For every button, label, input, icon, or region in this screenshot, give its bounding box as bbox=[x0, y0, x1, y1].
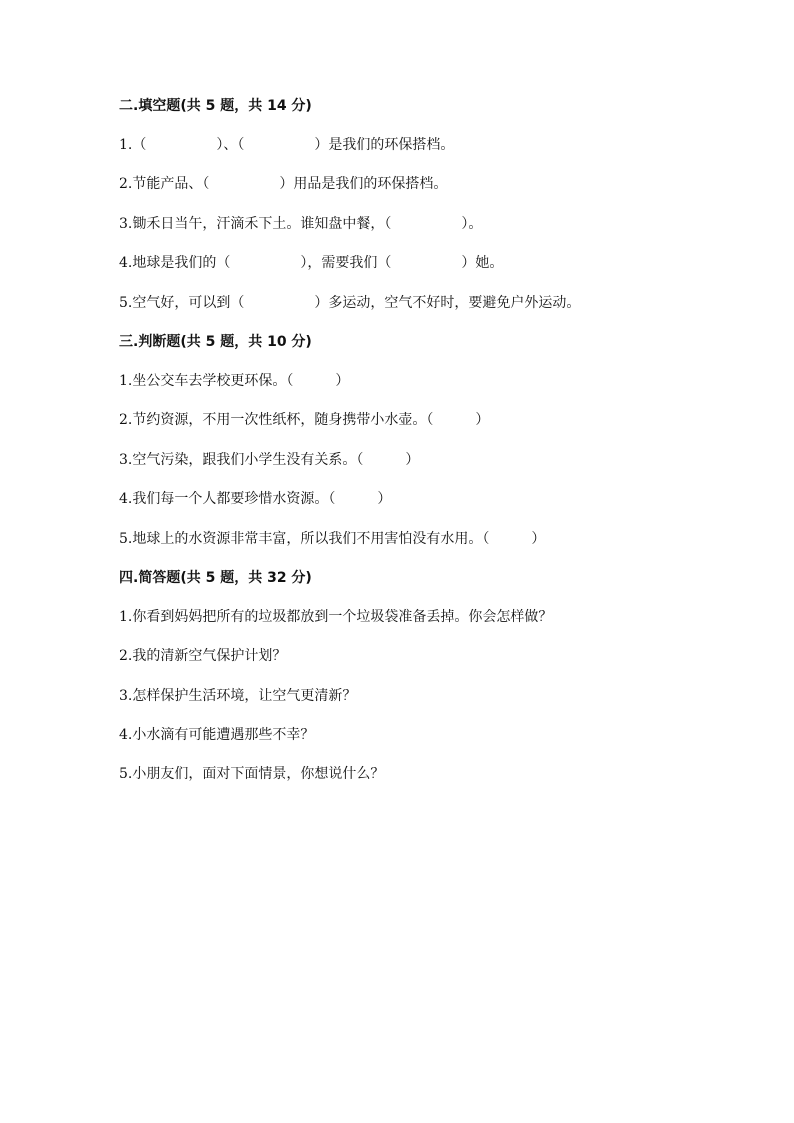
short-answer-question-3: 3.怎样保护生活环境，让空气更清新？ bbox=[119, 687, 357, 704]
fill-blank-question-5: 5.空气好，可以到（ ）多运动，空气不好时，要避免户外运动。 bbox=[119, 294, 581, 311]
true-false-question-4: 4.我们每一个人都要珍惜水资源。（ ） bbox=[119, 491, 392, 508]
true-false-question-1: 1.坐公交车去学校更环保。（ ） bbox=[119, 372, 350, 389]
true-false-question-3: 3.空气污染，跟我们小学生没有关系。（ ） bbox=[119, 451, 420, 468]
short-answer-question-4: 4.小水滴有可能遭遇那些不幸？ bbox=[119, 727, 315, 744]
section-title-short-answer: 四.简答题(共 5 题，共 32 分) bbox=[119, 569, 312, 586]
section-title-true-false: 三.判断题(共 5 题，共 10 分) bbox=[119, 333, 312, 350]
true-false-question-5: 5.地球上的水资源非常丰富，所以我们不用害怕没有水用。（ ） bbox=[119, 530, 546, 547]
short-answer-question-2: 2.我的清新空气保护计划？ bbox=[119, 648, 287, 665]
exam-page bbox=[119, 96, 679, 804]
section-title-fill-blank: 二.填空题(共 5 题，共 14 分) bbox=[119, 98, 312, 114]
true-false-question-2: 2.节约资源，不用一次性纸杯，随身携带小水壶。（ ） bbox=[119, 412, 490, 429]
short-answer-question-5: 5.小朋友们，面对下面情景，你想说什么？ bbox=[119, 766, 385, 783]
fill-blank-question-3: 3.锄禾日当午，汗滴禾下土。谁知盘中餐，（ ）。 bbox=[119, 215, 483, 232]
fill-blank-question-2: 2.节能产品、（ ）用品是我们的环保搭档。 bbox=[119, 176, 448, 193]
fill-blank-question-4: 4.地球是我们的（ ），需要我们（ ）她。 bbox=[119, 255, 504, 272]
short-answer-question-1: 1.你看到妈妈把所有的垃圾都放到一个垃圾袋准备丢掉。你会怎样做？ bbox=[119, 608, 553, 625]
fill-blank-question-1: 1.（ ）、（ ）是我们的环保搭档。 bbox=[119, 137, 455, 153]
